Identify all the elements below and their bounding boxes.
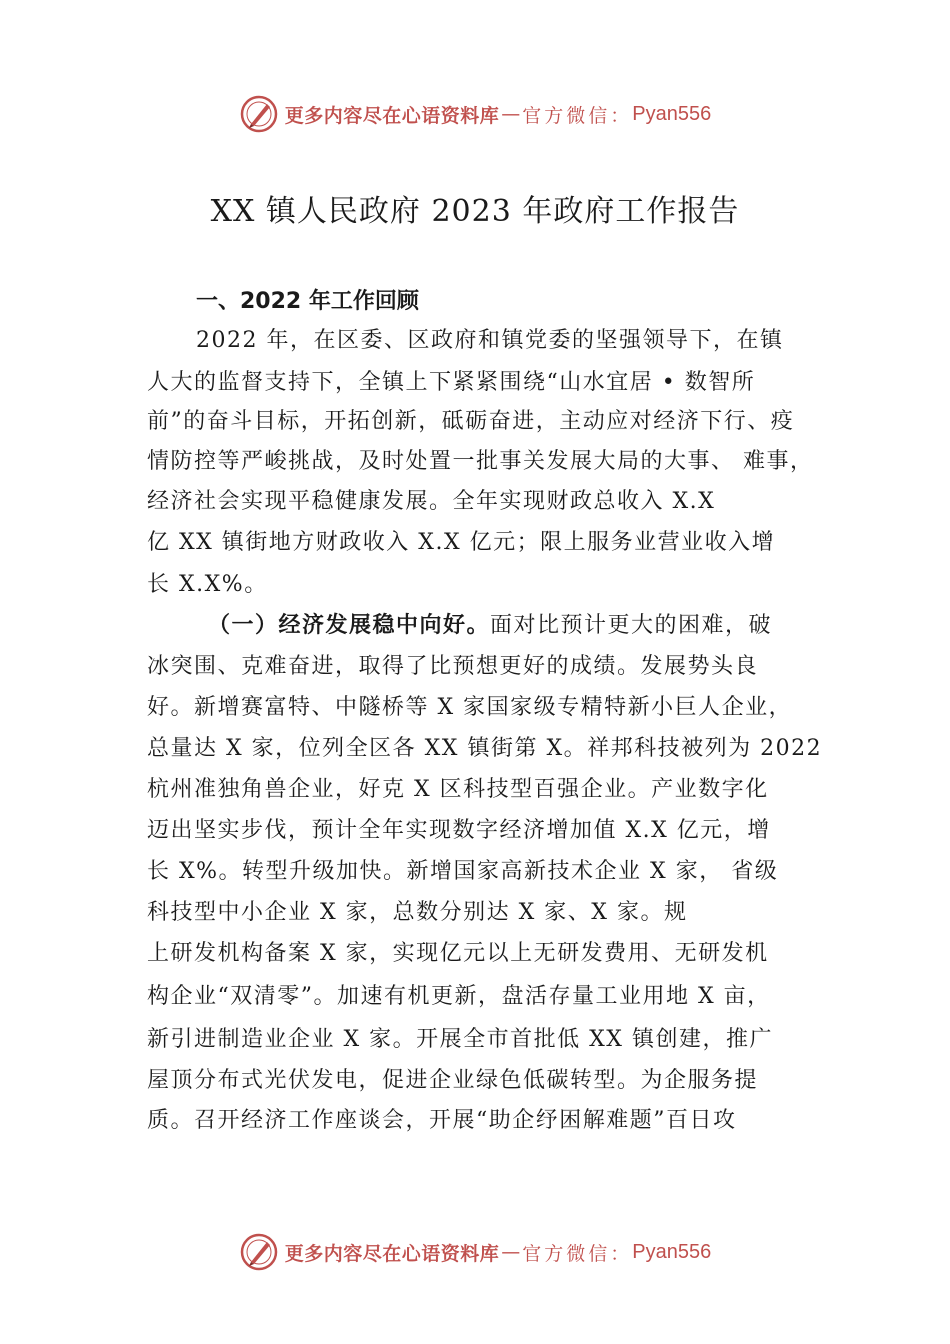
watermark-label: 官方微信： xyxy=(522,1242,633,1265)
paragraph-line: 上研发机构备案 X 家，实现亿元以上无研发费用、无研发机 xyxy=(147,941,769,966)
subsection-first-line-text: 面对比预计更大的困难，破 xyxy=(490,613,773,638)
paragraph-line: 长 X.X%。 xyxy=(147,572,268,597)
watermark-text: 更多内容尽在心语资料库 xyxy=(284,104,500,127)
paragraph-line: 科技型中小企业 X 家，总数分别达 X 家、X 家。规 xyxy=(147,900,688,925)
paragraph-line: 情防控等严峻挑战，及时处置一批事关发展大局的大事、 难事， xyxy=(147,449,814,474)
subsection-first-line xyxy=(208,611,772,641)
watermark-footer xyxy=(0,1232,950,1272)
paragraph-line: 好。新增赛富特、中隧桥等 X 家国家级专精特新小巨人企业， xyxy=(147,695,793,720)
watermark-dash: — xyxy=(501,103,521,125)
paragraph-line: 杭州准独角兽企业，好克 X 区科技型百强企业。产业数字化 xyxy=(147,777,769,802)
watermark-wechat-id: Pyan556 xyxy=(632,102,712,125)
paragraph-line: 屋顶分布式光伏发电，促进企业绿色低碳转型。为企服务提 xyxy=(147,1068,759,1093)
section-heading: 一、2022 年工作回顾 xyxy=(196,289,419,314)
pen-logo-icon xyxy=(239,94,279,134)
watermark-header xyxy=(0,94,950,134)
subsection-heading: （一）经济发展稳中向好。 xyxy=(208,613,491,638)
watermark-dash: — xyxy=(501,1241,521,1263)
paragraph-line: 长 X%。转型升级加快。新增国家高新技术企业 X 家， 省级 xyxy=(147,859,779,884)
paragraph-line: 经济社会实现平稳健康发展。全年实现财政总收入 X.X xyxy=(147,489,716,514)
watermark-wechat-id: Pyan556 xyxy=(632,1240,712,1263)
paragraph-line: 2022 年，在区委、区政府和镇党委的坚强领导下，在镇 xyxy=(196,328,784,353)
watermark-label: 官方微信： xyxy=(522,104,633,127)
paragraph-line: 构企业“双清零”。加速有机更新，盘活存量工业用地 X 亩， xyxy=(147,984,771,1009)
paragraph-line: 迈出坚实步伐，预计全年实现数字经济增加值 X.X 亿元，增 xyxy=(147,818,771,843)
paragraph-line: 新引进制造业企业 X 家。开展全市首批低 XX 镇创建，推广 xyxy=(147,1027,773,1052)
pen-logo-icon xyxy=(239,1232,279,1272)
document-title: XX 镇人民政府 2023 年政府工作报告 xyxy=(210,194,740,229)
paragraph-line: 冰突围、克难奋进，取得了比预想更好的成绩。发展势头良 xyxy=(147,654,759,679)
paragraph-line: 前”的奋斗目标，开拓创新，砥砺奋进，主动应对经济下行、疫 xyxy=(147,409,795,434)
paragraph-line: 亿 XX 镇街地方财政收入 X.X 亿元；限上服务业营业收入增 xyxy=(147,530,776,555)
paragraph-line: 人大的监督支持下，全镇上下紧紧围绕“山水宜居 • 数智所 xyxy=(147,370,756,395)
paragraph-line: 质。召开经济工作座谈会，开展“助企纾困解难题”百日攻 xyxy=(147,1108,737,1133)
paragraph-line: 总量达 X 家，位列全区各 XX 镇街第 X。祥邦科技被列为 2022 xyxy=(147,736,823,761)
watermark-text: 更多内容尽在心语资料库 xyxy=(284,1242,500,1265)
